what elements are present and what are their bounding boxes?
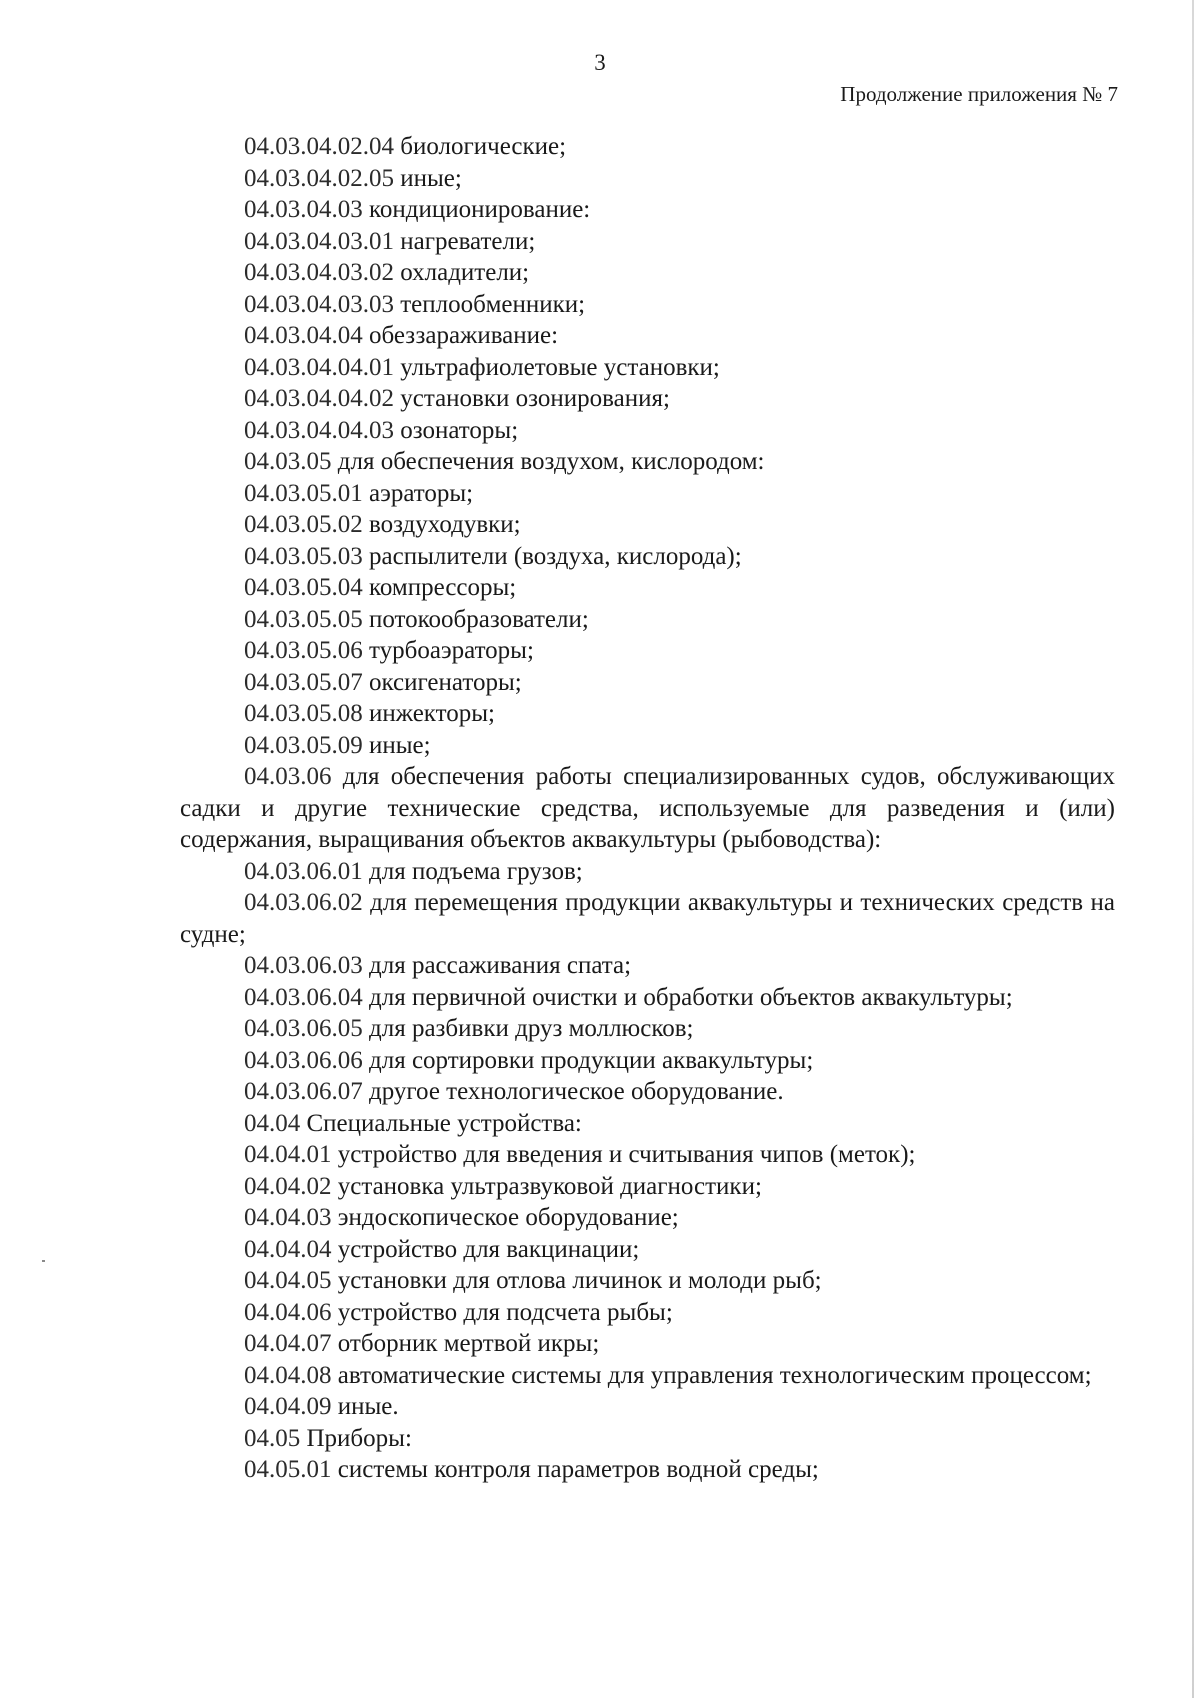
list-item — [180, 415, 1115, 447]
list-item — [180, 131, 1115, 163]
item-code: 04.03.05.08 — [244, 700, 363, 727]
item-text: охладители; — [400, 259, 530, 286]
item-text: распылители (воздуха, кислорода); — [369, 542, 742, 570]
list-item — [180, 1234, 1115, 1266]
item-code: 04.03.05.06 — [244, 637, 363, 664]
item-code: 04.03.05.02 — [244, 511, 363, 538]
item-text: иные; — [369, 731, 431, 759]
item-code: 04.03.06.04 — [244, 983, 363, 1011]
list-item — [180, 194, 1115, 226]
list-item — [180, 667, 1115, 699]
item-text: озонаторы; — [400, 416, 519, 444]
item-code: 04.03.04.04 — [244, 322, 363, 349]
list-item — [180, 352, 1115, 384]
item-code: 04.03.05.07 — [244, 668, 363, 696]
list-item — [180, 856, 1115, 888]
item-text: эндоскопическое оборудование; — [337, 1204, 679, 1231]
item-code: 04.03.06.02 — [244, 889, 363, 916]
item-text: автоматические системы для управления технологическим процессом; — [337, 1361, 1092, 1389]
item-text: Приборы: — [306, 1424, 412, 1452]
item-text: для рассаживания спата; — [369, 952, 632, 979]
scan-edge-shadow — [1192, 0, 1194, 1698]
item-text: биологические; — [400, 133, 567, 160]
item-code: 04.03.05.03 — [244, 542, 363, 570]
item-text: установки для отлова личинок и молоди рыб; — [337, 1267, 822, 1294]
item-code: 04.03.04.02.04 — [244, 133, 394, 160]
item-code: 04.04.07 — [244, 1330, 332, 1357]
item-code: 04.03.04.03 — [244, 196, 363, 223]
item-text: иные. — [337, 1393, 399, 1420]
item-text: системы контроля параметров водной среды; — [337, 1456, 819, 1483]
item-code: 04.03.05 — [244, 448, 332, 475]
item-code: 04.03.06.07 — [244, 1078, 363, 1105]
list-item — [180, 1265, 1115, 1297]
list-item — [180, 289, 1115, 321]
item-text: для перемещения продукции аквакультуры и технических средств на судне; — [180, 889, 1115, 948]
item-code: 04.03.04.03.02 — [244, 259, 394, 286]
list-item — [180, 698, 1115, 730]
item-code: 04.03.06.03 — [244, 952, 363, 979]
item-text: для обеспечения работы специализированных судов, обслуживающих садки и другие технические средства, используемые для разведения и (или) содержания, выращивания объектов аквакультуры (рыбоводства): — [180, 763, 1115, 853]
item-text: устройство для вакцинации; — [337, 1235, 640, 1263]
item-text: отборник мертвой икры; — [337, 1330, 600, 1357]
item-text: инжекторы; — [369, 700, 495, 727]
item-text: обеззараживание: — [369, 322, 559, 349]
appendix-continuation-header: Продолжение приложения № 7 — [840, 82, 1118, 106]
item-code: 04.05 — [244, 1424, 301, 1452]
item-text: воздуходувки; — [369, 511, 521, 538]
item-code: 04.03.06 — [244, 763, 332, 790]
list-item — [180, 1360, 1115, 1392]
item-code: 04.03.04.04.01 — [244, 353, 394, 381]
item-text: компрессоры; — [369, 574, 517, 601]
list-item — [180, 1139, 1115, 1171]
list-item — [180, 730, 1115, 762]
item-code: 04.04.02 — [244, 1172, 332, 1200]
item-code: 04.03.06.06 — [244, 1046, 363, 1074]
list-item — [180, 1328, 1115, 1360]
item-text: ультрафиолетовые установки; — [400, 353, 720, 381]
item-text: потокообразователи; — [369, 605, 589, 633]
list-item — [180, 1423, 1115, 1455]
item-code: 04.04.05 — [244, 1267, 332, 1294]
item-code: 04.03.04.04.03 — [244, 416, 394, 444]
item-code: 04.05.01 — [244, 1456, 332, 1483]
list-item — [180, 1391, 1115, 1423]
list-item — [180, 982, 1115, 1014]
list-item — [180, 1013, 1115, 1045]
list-item — [180, 604, 1115, 636]
item-text: теплообменники; — [400, 290, 586, 318]
list-item — [180, 320, 1115, 352]
item-text: устройство для введения и считывания чипов (меток); — [337, 1141, 916, 1168]
item-code: 04.03.05.05 — [244, 605, 363, 633]
scan-speck — [42, 1260, 45, 1262]
item-text: установка ультразвуковой диагностики; — [337, 1172, 762, 1200]
list-item — [180, 950, 1115, 982]
list-item — [180, 1454, 1115, 1486]
item-text: для подъема грузов; — [369, 857, 583, 885]
list-item — [180, 226, 1115, 258]
item-text: устройство для подсчета рыбы; — [337, 1298, 673, 1326]
item-text: иные; — [400, 164, 462, 192]
item-code: 04.03.05.04 — [244, 574, 363, 601]
list-item — [180, 572, 1115, 604]
item-text: для разбивки друз моллюсков; — [369, 1015, 694, 1042]
list-item — [180, 761, 1115, 856]
item-text: оксигенаторы; — [369, 668, 522, 696]
item-code: 04.03.05.01 — [244, 479, 363, 507]
item-text: Специальные устройства: — [306, 1109, 582, 1137]
item-code: 04.04.03 — [244, 1204, 332, 1231]
item-text: другое технологическое оборудование. — [369, 1078, 784, 1105]
item-text: кондиционирование: — [369, 196, 591, 223]
list-item — [180, 509, 1115, 541]
document-body — [180, 131, 1115, 1486]
list-item — [180, 887, 1115, 950]
item-code: 04.03.06.05 — [244, 1015, 363, 1042]
item-text: турбоаэраторы; — [369, 637, 534, 664]
item-text: нагреватели; — [400, 227, 536, 255]
item-code: 04.04.09 — [244, 1393, 332, 1420]
list-item — [180, 635, 1115, 667]
list-item — [180, 478, 1115, 510]
item-text: установки озонирования; — [400, 385, 670, 412]
list-item — [180, 1045, 1115, 1077]
item-code: 04.04.04 — [244, 1235, 332, 1263]
list-item — [180, 1171, 1115, 1203]
list-item — [180, 1076, 1115, 1108]
item-text: для первичной очистки и обработки объектов аквакультуры; — [369, 983, 1013, 1011]
list-item — [180, 383, 1115, 415]
item-code: 04.03.04.03.03 — [244, 290, 394, 318]
item-code: 04.04 — [244, 1109, 301, 1137]
item-code: 04.03.04.02.05 — [244, 164, 394, 192]
item-code: 04.03.04.04.02 — [244, 385, 394, 412]
list-item — [180, 257, 1115, 289]
item-code: 04.04.06 — [244, 1298, 332, 1326]
list-item — [180, 1202, 1115, 1234]
list-item — [180, 163, 1115, 195]
item-code: 04.03.04.03.01 — [244, 227, 394, 255]
list-item — [180, 446, 1115, 478]
item-code: 04.04.08 — [244, 1361, 332, 1389]
list-item — [180, 1297, 1115, 1329]
item-code: 04.03.05.09 — [244, 731, 363, 759]
list-item — [180, 541, 1115, 573]
page-number: 3 — [594, 50, 606, 75]
list-item — [180, 1108, 1115, 1140]
item-text: аэраторы; — [369, 479, 474, 507]
item-code: 04.04.01 — [244, 1141, 332, 1168]
item-code: 04.03.06.01 — [244, 857, 363, 885]
item-text: для сортировки продукции аквакультуры; — [369, 1046, 814, 1074]
item-text: для обеспечения воздухом, кислородом: — [337, 448, 765, 475]
